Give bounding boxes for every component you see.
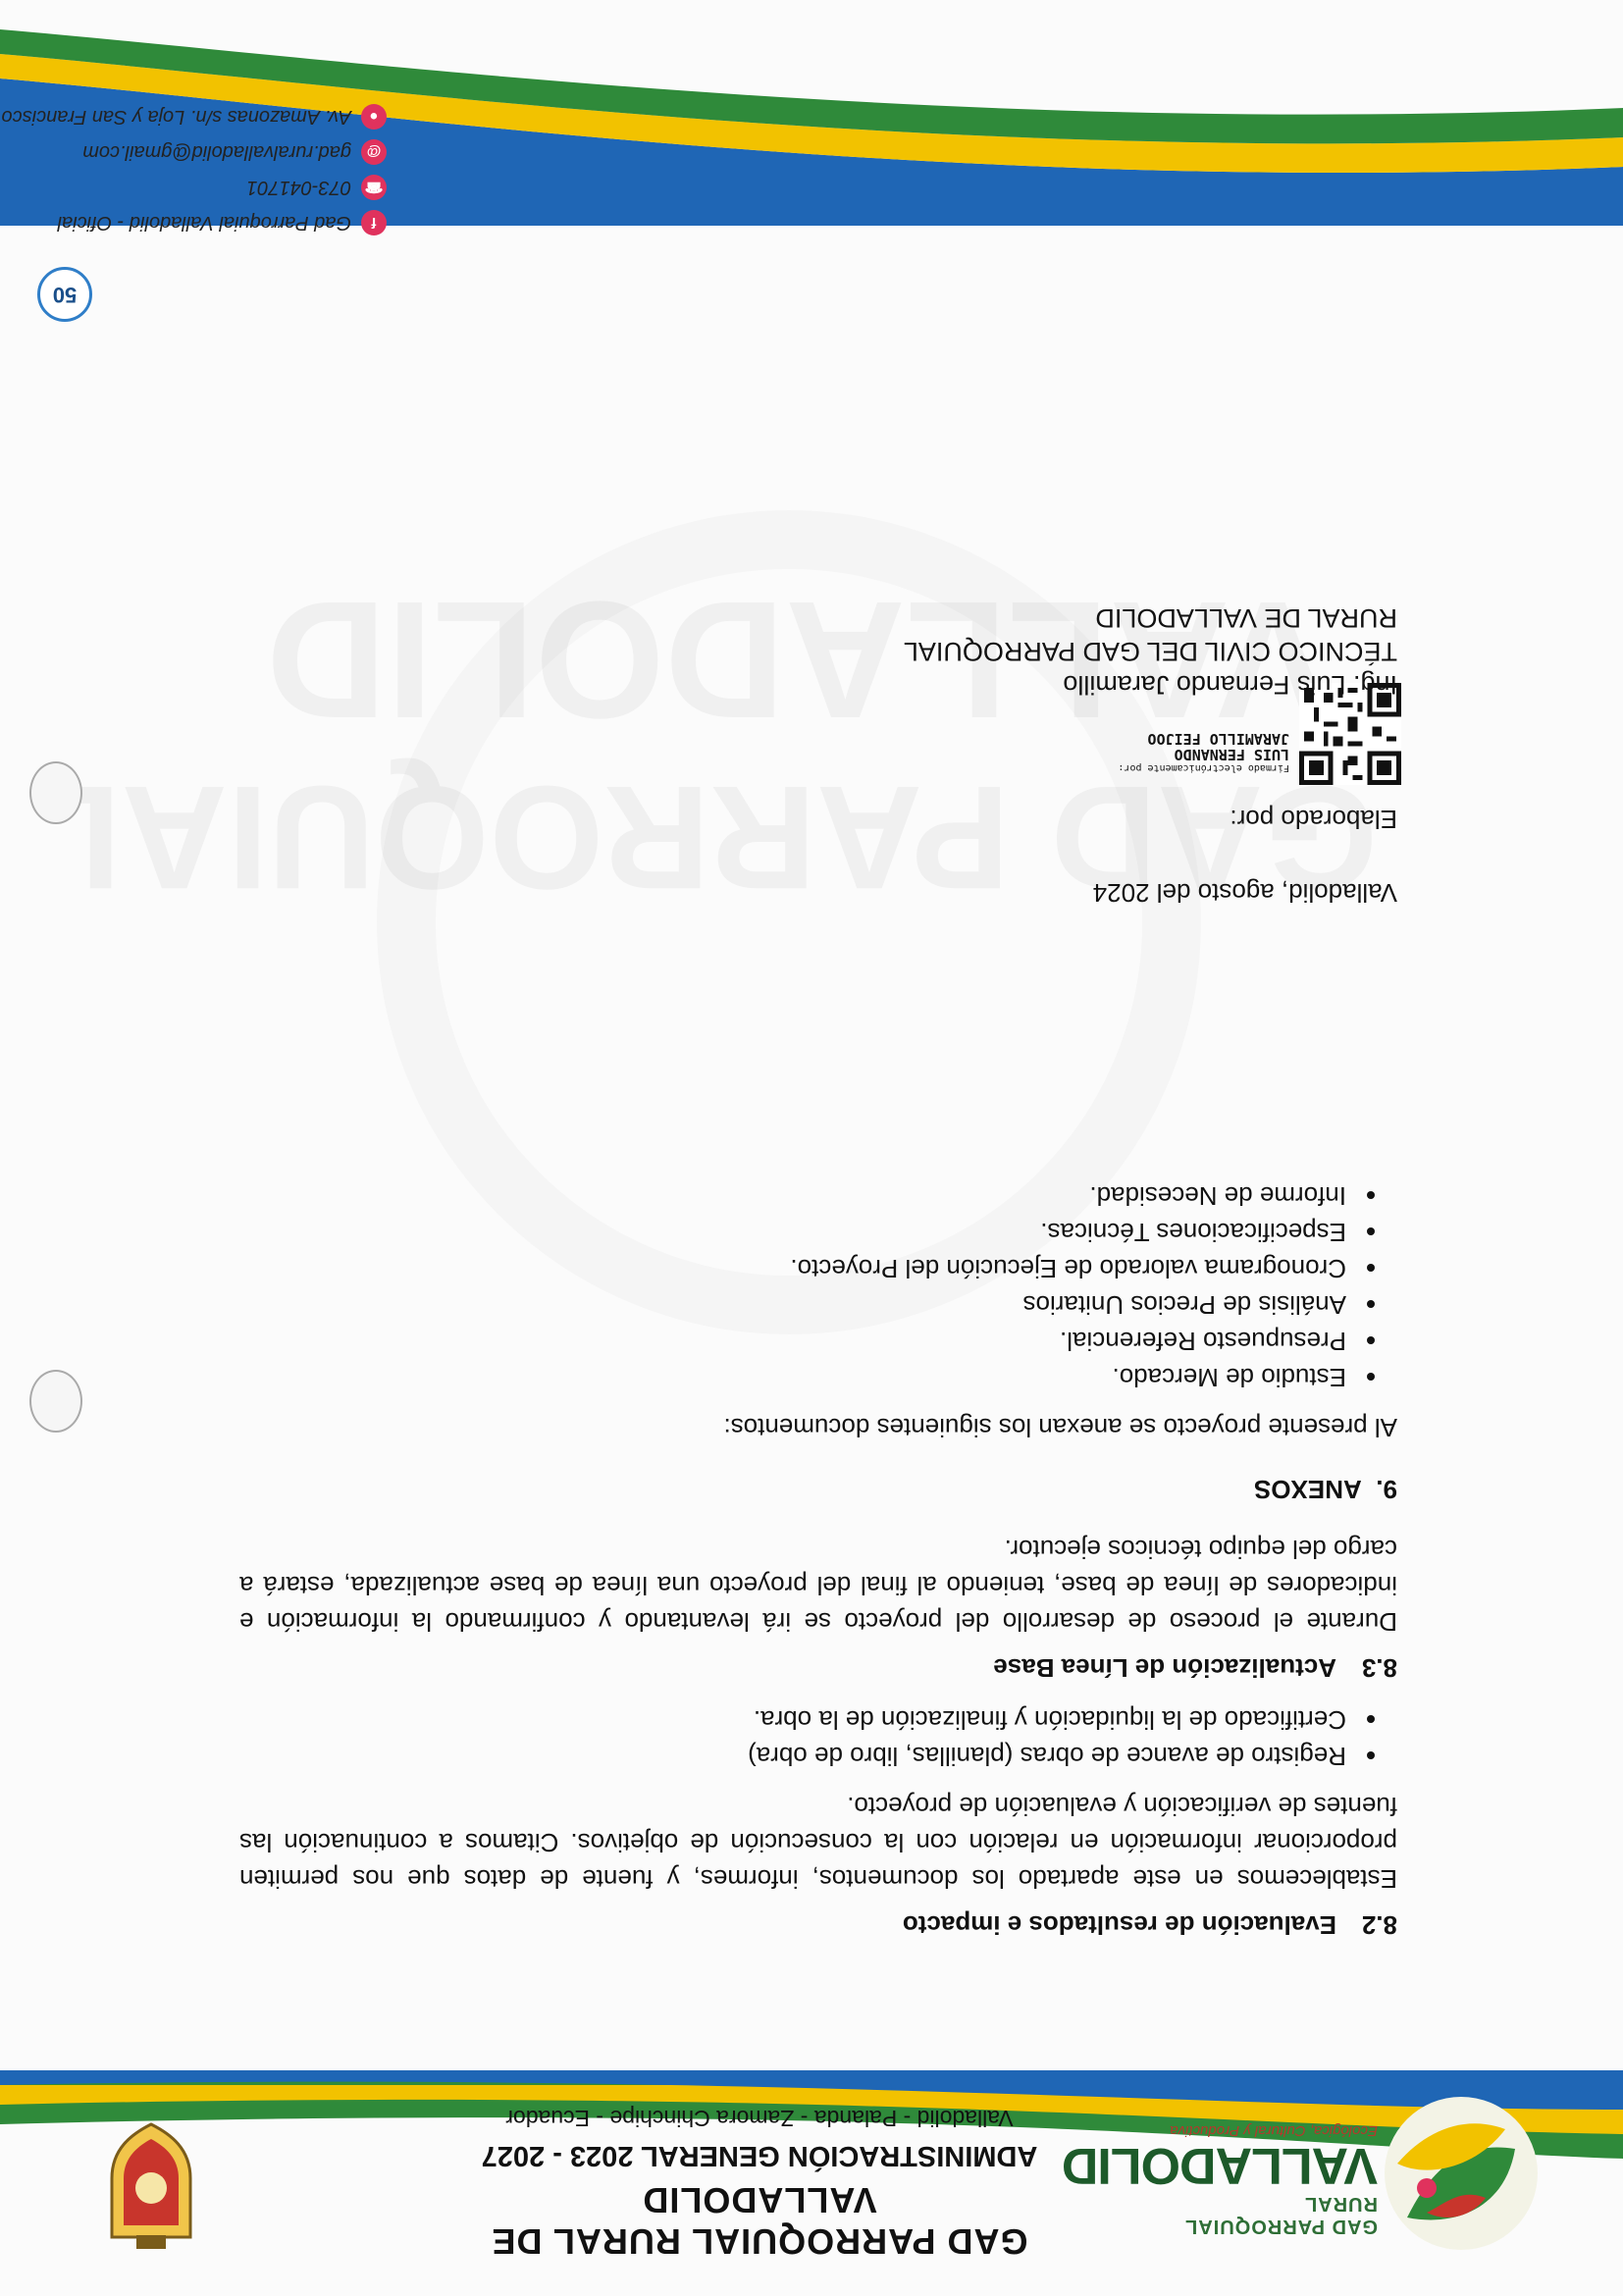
electronic-signature-text <box>1118 731 1289 773</box>
section-number: 9. <box>1376 1475 1397 1504</box>
contact-text: gad.ruralvalladolid@gmail.com <box>82 141 351 164</box>
section-9-heading <box>239 1471 1397 1507</box>
header-subtitle: ADMINISTRACIÓN GENERAL 2023 - 2027 <box>481 2140 1038 2171</box>
section-8-3-paragraph: Durante el proceso de desarrollo del proyecto se irá levantando y confirmando la información e indicadores de línea de base, teniendo al final del proyecto una línea de base actualizada, estará a cargo del equipo técnicos ejecutor. <box>239 1535 1397 1637</box>
section-8-2-list <box>239 1701 1397 1774</box>
list-item: • Registro de avance de obras (planillas, libro de obra) <box>239 1738 1352 1774</box>
section-title: ANEXOS <box>1253 1475 1362 1504</box>
contact-facebook[interactable] <box>2 205 387 240</box>
facebook-icon: f <box>361 210 387 235</box>
list-item: • Certificado de la liquidación y finalización de la obra. <box>239 1701 1352 1738</box>
contact-text: Av. Amazonas s/n. Loja y San Francisco <box>1 106 351 129</box>
header-title-block <box>387 2105 1132 2262</box>
list-item: • Cronograma valorado de Ejecución del Proyecto. <box>239 1250 1352 1286</box>
logo-wordmark <box>1062 2122 1378 2237</box>
prepared-by-label: Elaborado por: <box>1230 805 1397 834</box>
section-9-intro: Al presente proyecto se anexan los siguientes documentos: <box>723 1413 1397 1442</box>
location-icon: ● <box>361 104 387 130</box>
contact-address[interactable] <box>2 99 387 134</box>
contact-email[interactable] <box>2 134 387 170</box>
footer-contacts <box>2 99 387 240</box>
section-title: Evaluación de resultados e impacto <box>902 1910 1336 1940</box>
logo-line-2: VALLADOLID <box>1062 2137 1378 2194</box>
section-8-2-heading <box>239 1906 1397 1943</box>
list-item: • Informe de Necesidad. <box>239 1177 1352 1214</box>
document-body <box>239 1162 1397 1943</box>
punch-hole <box>29 1370 82 1433</box>
logo-line-1: GAD PARROQUIAL RURAL <box>1184 2193 1378 2237</box>
parish-coat-of-arms-icon <box>92 2119 210 2257</box>
contact-text: 073-041701 <box>246 177 351 199</box>
section-title: Actualización de Línea Base <box>993 1653 1336 1683</box>
list-item: • Presupuesto Referencial. <box>239 1323 1352 1359</box>
header-location: Valladolid - Palanda - Zamora Chinchipe - Ecuador <box>505 2106 1014 2131</box>
page-number: 50 <box>37 267 92 322</box>
place-date: Valladolid, agosto del 2024 <box>1092 878 1397 908</box>
section-8-2-paragraph: Establecemos en este apartado los documentos, informes, y fuente de datos que nos permiten proporcionar información en relación con la consecución de objetivos. Citamos a continuación las fuentes de verificación y evaluación de proyecto. <box>239 1792 1397 1894</box>
mail-icon: @ <box>361 139 387 165</box>
signer-role-1: TÉCNICO CIVIL DEL GAD PARROQUIAL <box>903 637 1397 666</box>
signature-name-line-1: LUIS FERNANDO <box>1174 746 1289 763</box>
contact-text: Gad Parroquial Valladolid - Oficial <box>57 212 351 235</box>
leaf-logo-icon <box>1378 2090 1544 2257</box>
section-number: 8.2 <box>1361 1910 1397 1940</box>
signature-caption: Firmado electrónicamente por: <box>1118 762 1289 773</box>
signature-name-line-2: JARAMILLO FEIJOO <box>1147 730 1289 748</box>
section-8-3-heading <box>239 1649 1397 1686</box>
signer-role-2: RURAL DE VALLADOLID <box>1095 603 1397 633</box>
section-number: 8.3 <box>1361 1653 1397 1683</box>
annex-list <box>239 1177 1397 1395</box>
signer-block <box>904 601 1397 702</box>
signer-name: Ing. Luis Fernando Jaramillo <box>1063 670 1397 700</box>
list-item: • Estudio de Mercado. <box>239 1359 1352 1395</box>
contact-phone[interactable] <box>2 170 387 205</box>
phone-icon: ☎ <box>361 175 387 200</box>
parish-logo <box>1348 2085 1544 2257</box>
header-title: GAD PARROQUIAL RURAL DE VALLADOLID <box>491 2180 1028 2262</box>
punch-hole <box>29 761 82 824</box>
list-item: • Análisis de Precios Unitarios <box>239 1286 1352 1323</box>
logo-tagline: Ecológica, Cultural y Productiva <box>1170 2122 1378 2139</box>
list-item: • Especificaciones Técnicas. <box>239 1214 1352 1250</box>
